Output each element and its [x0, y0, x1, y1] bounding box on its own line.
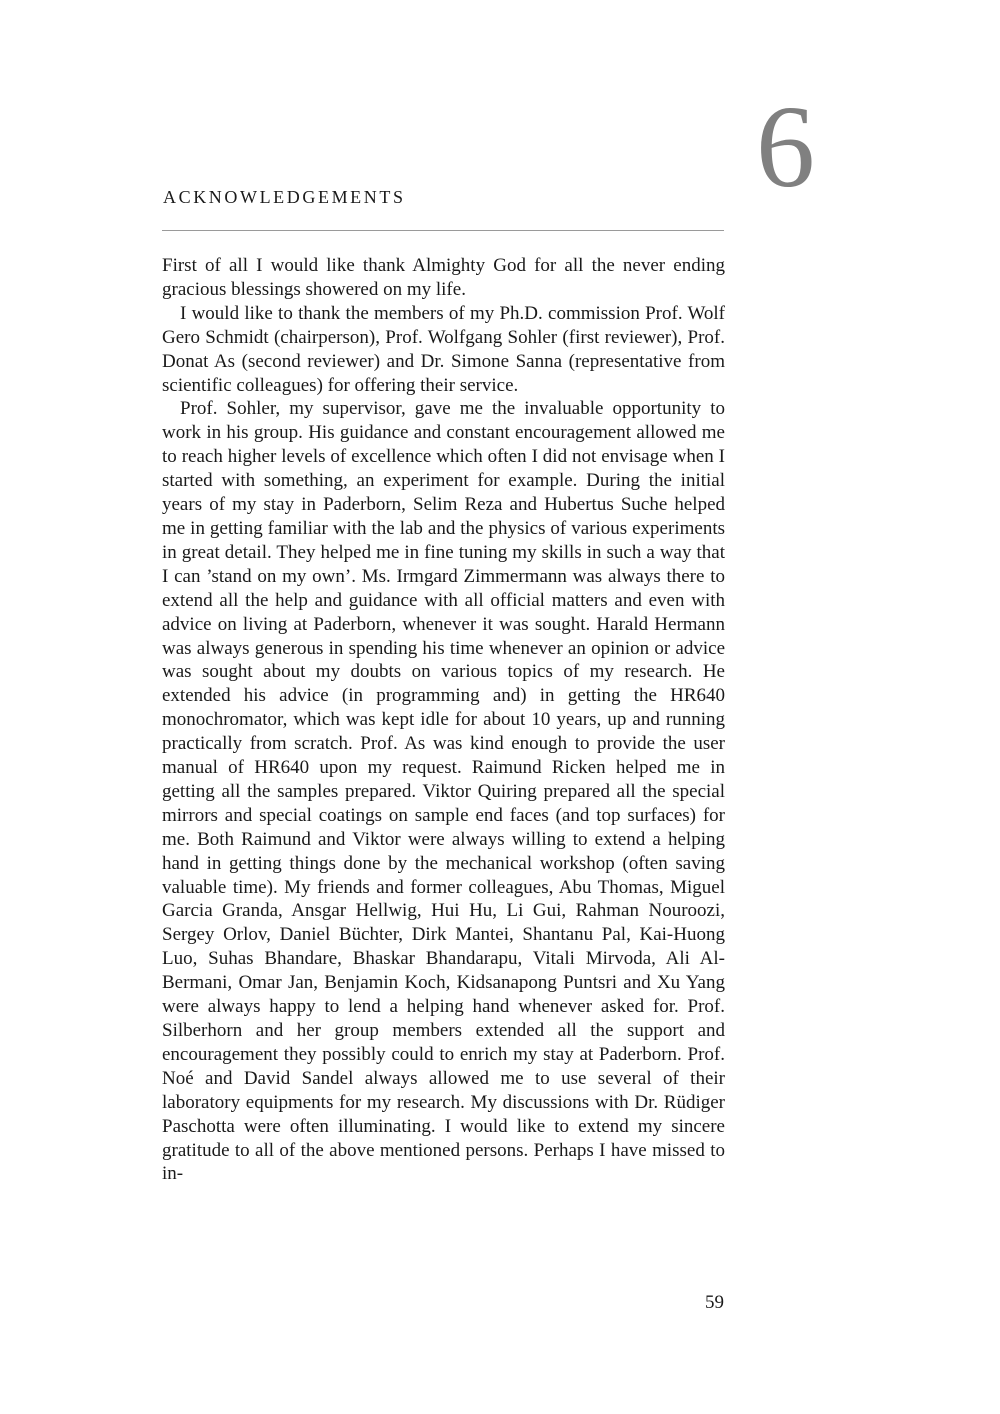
paragraph-commission: I would like to thank the members of my Ph.D. commission Prof. Wolf Gero Schmidt (chairperson), Prof. Wolfgang Sohler (first reviewer), Prof. Donat As (second reviewer) and Dr. Simone Sanna (representative from scientific colleagues) for offering their service. [162, 302, 725, 396]
chapter-title: ACKNOWLEDGEMENTS [163, 187, 406, 207]
body-text [162, 254, 725, 1186]
chapter-rule [162, 230, 724, 231]
paragraph-supervisor: Prof. Sohler, my supervisor, gave me the invaluable opportunity to work in his group. His guidance and constant encouragement allowed me to reach higher levels of excellence which often I did not envisage when I started with something, an experiment for example. During the initial years of my stay in Paderborn, Selim Reza and Hubertus Suche helped me in getting familiar with the lab and the physics of various experiments in great detail. They helped me in fine tuning my skills in such a way that I can ’stand on my own’. Ms. Irmgard Zimmermann was always there to extend all the help and guidance with all official matters and even with advice on living at Paderborn, whenever it was sought. Harald Hermann was always generous in spending his time whenever an opinion or advice was sought about my doubts on various topics of my research. He extended his advice (in programming and) in getting the HR640 monochromator, which was kept idle for about 10 years, up and running practically from scratch. Prof. As was kind enough to provide the user manual of HR640 upon my request. Raimund Ricken helped me in getting all the samples prepared. Viktor Quiring prepared all the special mirrors and special coatings on sample end faces (and top surfaces) for me. Both Raimund and Viktor were always willing to extend a helping hand in getting things done by the mechanical workshop (often saving valuable time). My friends and former colleagues, Abu Thomas, Miguel Garcia Granda, Ansgar Hellwig, Hui Hu, Li Gui, Rahman Nouroozi, Sergey Orlov, Daniel Büchter, Dirk Mantei, Shantanu Pal, Kai-Huong Luo, Suhas Bhandare, Bhaskar Bhandarapu, Vitali Mirvoda, Ali Al-Bermani, Omar Jan, Benjamin Koch, Kidsanapong Puntsri and Xu Yang were always happy to lend a helping hand whenever asked for. Prof. Silberhorn and her group members extended all the support and encouragement they possibly could to enrich my stay at Paderborn. Prof. Noé and David Sandel always allowed me to use several of their laboratory equipments for my research. My discussions with Dr. Rüdiger Paschotta were often illuminating. I would like to extend my sincere gratitude to all of the above mentioned persons. Perhaps I have missed to in- [162, 398, 725, 1185]
chapter-number: 6 [756, 81, 815, 212]
page-number: 59 [705, 1292, 724, 1313]
paragraph-intro: First of all I would like thank Almighty God for all the never ending gracious blessings showered on my life. [162, 255, 725, 300]
